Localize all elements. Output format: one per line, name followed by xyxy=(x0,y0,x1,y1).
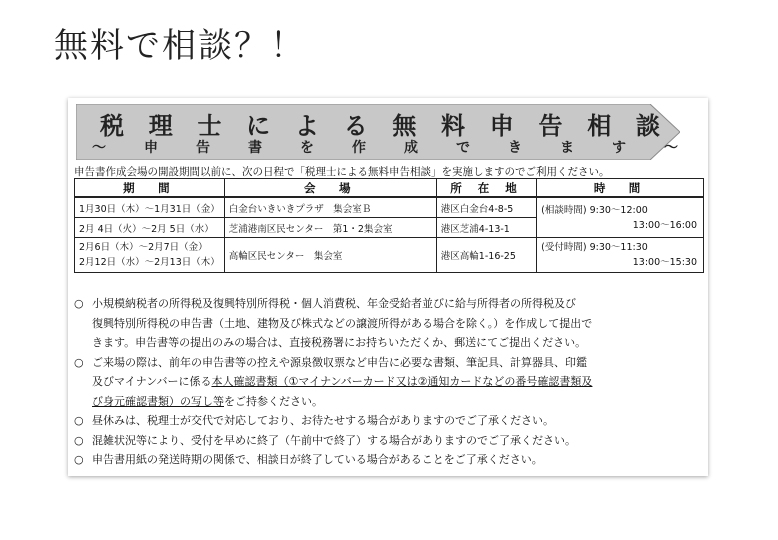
banner-sub-char: で xyxy=(456,140,470,156)
banner-sub-char: す xyxy=(612,140,626,156)
banner-main-title xyxy=(100,106,660,141)
intro-text: 申告書作成会場の開設期間以前に、次の日程で「税理士による無料申告相談」を実施しますのでご利用ください。 xyxy=(74,166,610,178)
period-line-2: 2月12日（水）～2月13日（木） xyxy=(79,257,220,268)
note-text-line xyxy=(74,392,706,412)
banner-sub-char: を xyxy=(300,140,314,156)
banner-char: 申 xyxy=(489,112,514,140)
cell-period xyxy=(75,238,225,273)
circle-bullet: ○ xyxy=(74,414,84,427)
note-text: きます。申告書等の提出のみの場合は、直接税務署にお持ちいただくか、郵送にてご提出ください。 xyxy=(92,336,587,349)
circle-bullet: ○ xyxy=(74,297,84,310)
banner-char: 談 xyxy=(635,112,660,140)
note-text: 復興特別所得税の申告書（土地、建物及び株式などの譲渡所得がある場合を除く。）を作成して提出で xyxy=(92,316,593,330)
header-venue: 会 場 xyxy=(224,179,436,198)
cell-address: 港区白金台4-8-5 xyxy=(436,197,536,218)
circle-bullet: ○ xyxy=(74,433,84,447)
note-text: 昼休みは、税理士が交代で対応しており、お待たせする場合がありますのでご了承ください。 xyxy=(92,414,554,427)
list-item xyxy=(74,450,706,470)
notes-list xyxy=(74,294,706,470)
circle-bullet: ○ xyxy=(74,355,84,369)
note-text: をご持参ください。 xyxy=(224,394,323,408)
document-image xyxy=(68,98,708,476)
reception-time-pm: 13:00～15:30 xyxy=(632,257,697,268)
header-period: 期 間 xyxy=(75,179,225,198)
consult-time-pm: 13:00～16:00 xyxy=(632,219,697,231)
cell-reception-time xyxy=(537,238,704,273)
cell-consult-time xyxy=(537,197,704,238)
cell-venue: 白金台いきいきプラザ 集会室Ｂ xyxy=(224,197,436,218)
note-underlined-text: 本人確認書類（①マイナンバーカード又は②通知カードなどの番号確認書類及 xyxy=(211,375,593,388)
banner-char: 士 xyxy=(197,112,222,140)
banner-char: 税 xyxy=(100,112,124,140)
banner-char: る xyxy=(343,112,368,140)
cell-venue: 芝浦港南区民センター 第1・2集会室 xyxy=(224,218,436,238)
table-row xyxy=(75,238,704,273)
header-time: 時 間 xyxy=(537,179,704,198)
cell-venue: 高輪区民センター 集会室 xyxy=(224,238,436,273)
banner-char: 理 xyxy=(148,112,173,140)
banner-char: 料 xyxy=(441,112,466,140)
banner-char: 告 xyxy=(538,112,563,140)
slide-title: 無料で相談？！ xyxy=(54,26,306,66)
cell-address: 港区芝浦4-13-1 xyxy=(436,218,536,238)
banner-sub-char: ～ xyxy=(92,140,106,156)
list-item xyxy=(74,411,706,431)
title-banner xyxy=(76,104,680,160)
banner-sub-char: 成 xyxy=(404,140,418,156)
circle-bullet: ○ xyxy=(74,453,84,466)
banner-sub-char: 書 xyxy=(248,140,262,156)
cell-address: 港区高輪1-16-25 xyxy=(436,238,536,273)
list-item xyxy=(74,294,706,314)
note-text-line xyxy=(74,372,706,392)
note-text: 小規模納税者の所得税及復興特別所得税・個人消費税、年金受給者並びに給与所得者の所得税及び xyxy=(92,297,576,310)
banner-char: 相 xyxy=(587,112,612,140)
schedule-table xyxy=(74,178,704,273)
banner-char: に xyxy=(246,112,271,140)
banner-sub-char: 作 xyxy=(352,140,366,156)
cell-period: 2月 4日（火）～2月 5日（水） xyxy=(75,218,225,238)
cell-period: 1月30日（木）～1月31日（金） xyxy=(75,197,225,218)
list-item xyxy=(74,431,706,451)
banner-sub-char: ～ xyxy=(664,140,678,156)
banner-sub-char: き xyxy=(508,140,522,156)
header-address: 所 在 地 xyxy=(436,179,536,198)
banner-sub-char: 申 xyxy=(144,140,158,156)
banner-sub-char: ま xyxy=(560,140,574,156)
banner-char: よ xyxy=(294,112,319,140)
period-line-1: 2月6日（木）～2月7日（金） xyxy=(79,242,208,253)
banner-sub-char: 告 xyxy=(196,140,210,156)
note-text: 混雑状況等により、受付を早めに終了（午前中で終了）する場合がありますのでご了承ください。 xyxy=(92,433,576,447)
note-text: 及びマイナンバーに係る xyxy=(92,375,212,388)
note-text: 申告書用紙の発送時期の関係で、相談日が終了している場合があることをご了承ください。 xyxy=(92,453,543,466)
banner-subtitle xyxy=(92,137,678,157)
banner-char: 無 xyxy=(392,112,417,140)
table-row xyxy=(75,197,704,218)
reception-time-am: (受付時間) 9:30～11:30 xyxy=(541,242,648,253)
note-underlined-text: び身元確認書類）の写し等 xyxy=(92,394,224,408)
table-header-row xyxy=(75,179,704,198)
consult-time-am: (相談時間) 9:30～12:00 xyxy=(541,204,648,216)
list-item xyxy=(74,353,706,373)
note-text: ご来場の際は、前年の申告書等の控えや源泉徴収票など申告に必要な書類、筆記具、計算器具、印鑑 xyxy=(92,355,587,369)
